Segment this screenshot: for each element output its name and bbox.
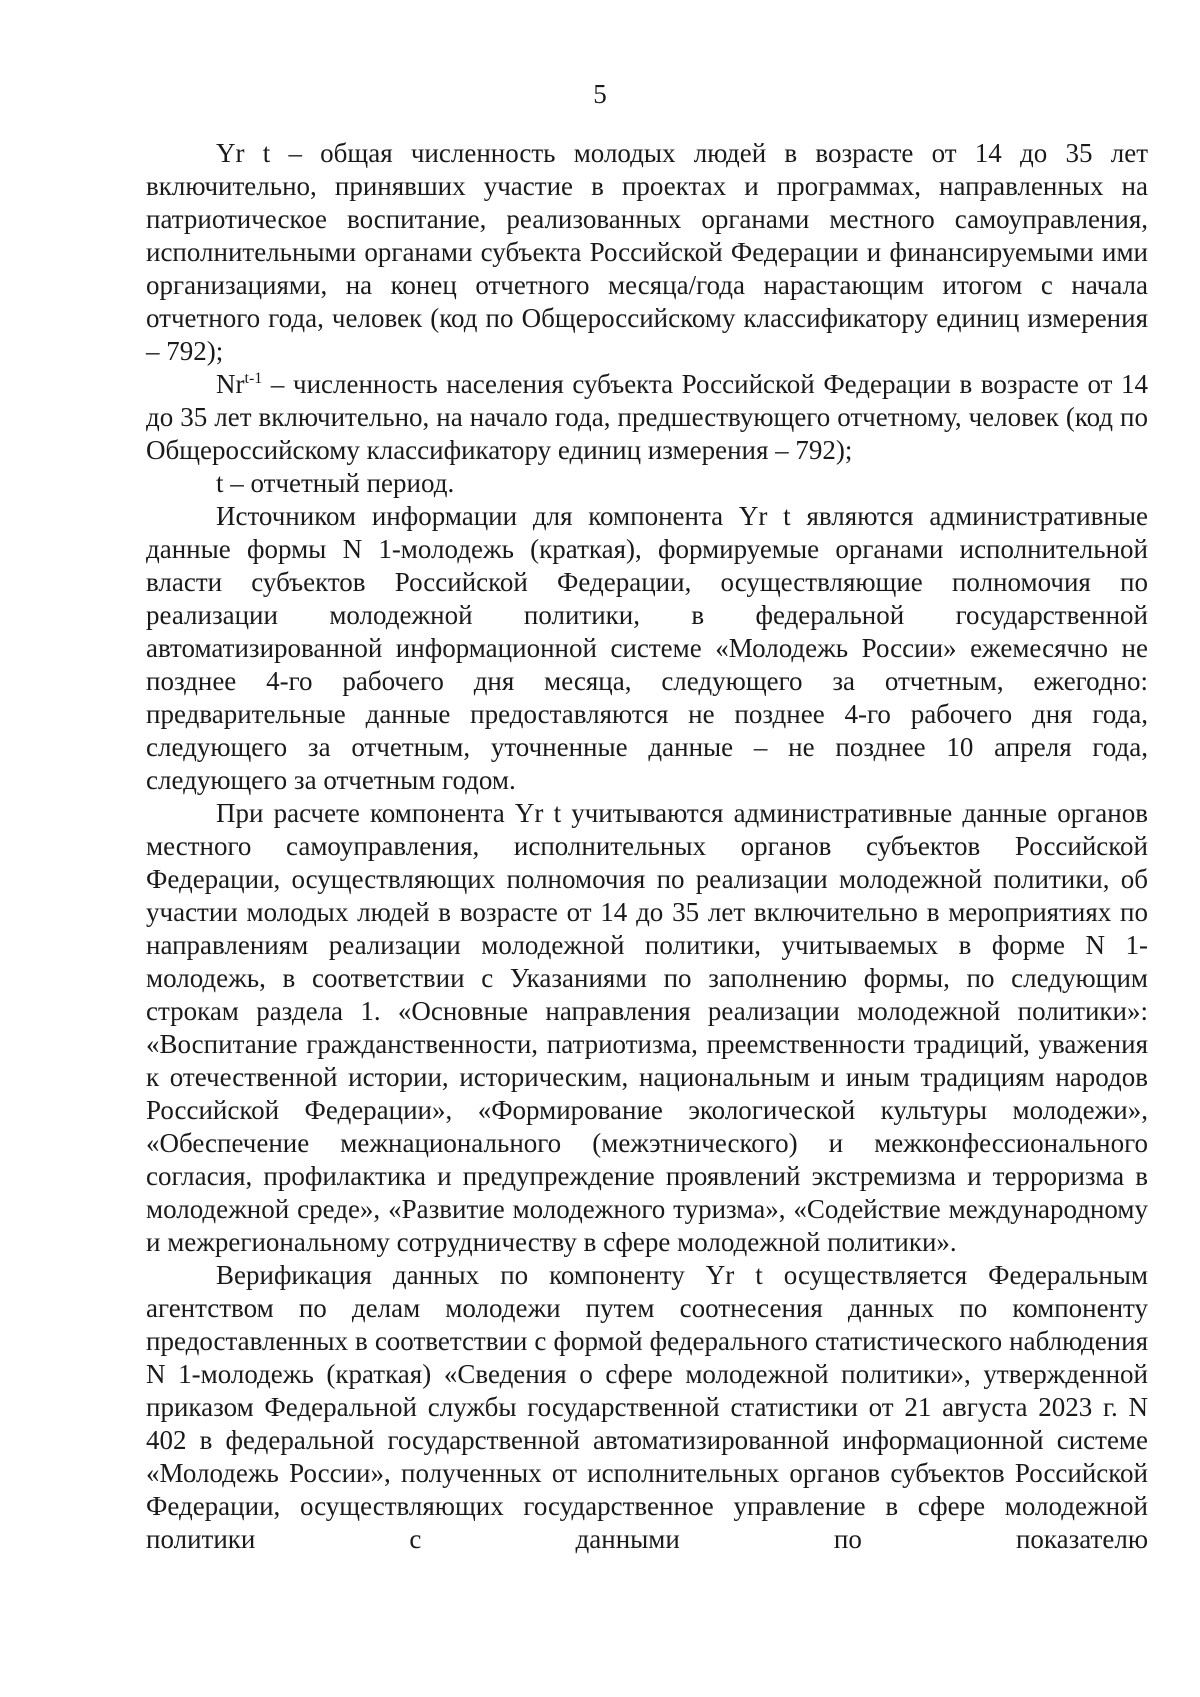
paragraph-verification: Верификация данных по компоненту Yr t осуществляется Федеральным агентством по делам молодежи путем соотнесения данных по компоненту предоставленных в соответствии с формой федерального статистического наблюдения N 1-молодежь (краткая) «Сведения о сфере молодежной политики», утвержденной приказом Федеральной службы государственной статистики от 21 августа 2023 г. N 402 в федеральной государственной автоматизированной информационной системе «Молодежь России», полученных от исполнительных органов субъектов Российской Федерации, осуществляющих государственное управление в сфере молодежной политики с данными по показателю — [146, 1260, 1148, 1554]
paragraph-nrt-definition — [146, 368, 1148, 467]
paragraph-yrt-definition: Yr t – общая численность молодых людей в возрасте от 14 до 35 лет включительно, принявших участие в проектах и программах, направленных на патриотическое воспитание, реализованных органами местного самоуправления, исполнительными органами субъекта Российской Федерации и финансируемыми ими организациями, на конец отчетного месяца/года нарастающим итогом с начала отчетного года, человек (код по Общероссийскому классификатору единиц измерения – 792); — [146, 138, 1148, 366]
paragraph-period-definition: t – отчетный период. — [216, 468, 455, 498]
paragraph-calculation-details: При расчете компонента Yr t учитываются административные данные органов местного самоуправления, исполнительных органов субъектов Российской Федерации, осуществляющих полномочия по реализации молодежной политики, об участии молодых людей в возрасте от 14 до 35 лет включительно в мероприятиях по направлениям реализации молодежной политики, учитываемых в форме N 1-молодежь, в соответствии с Указаниями по заполнению формы, по следующим строкам раздела 1. «Основные направления реализации молодежной политики»: «Воспитание гражданственности, патриотизма, преемственности традиций, уважения к отечественной истории, историческим, национальным и иным традициям народов Российской Федерации», «Формирование экологической культуры молодежи», «Обеспечение межнационального (межэтнического) и межконфессионального согласия, профилактика и предупреждение проявлений экстремизма и терроризма в молодежной среде», «Развитие молодежного туризма», «Содействие международному и межрегиональному сотрудничеству в сфере молодежной политики». — [146, 798, 1148, 1257]
document-body — [146, 137, 1148, 1556]
nr-definition-text: – численность населения субъекта Российской Федерации в возрасте от 14 до 35 лет включительно, на начало года, предшествующего отчетному, человек (код по Общероссийскому классификатору единиц измерения – 792); — [146, 369, 1148, 465]
paragraph-information-source: Источником информации для компонента Yr t являются административные данные формы N 1-молодежь (краткая), формируемые органами исполнительной власти субъектов Российской Федерации, осуществляющие полномочия по реализации молодежной политики, в федеральной государственной автоматизированной информационной системе «Молодежь России» ежемесячно не позднее 4-го рабочего дня месяца, следующего за отчетным, ежегодно: предварительные данные предоставляются не позднее 4-го рабочего дня года, следующего за отчетным, уточненные данные – не позднее 10 апреля года, следующего за отчетным годом. — [146, 501, 1148, 795]
nr-superscript: t-1 — [244, 370, 263, 387]
nr-symbol: Nr — [216, 369, 245, 399]
page-number: 5 — [593, 79, 607, 109]
